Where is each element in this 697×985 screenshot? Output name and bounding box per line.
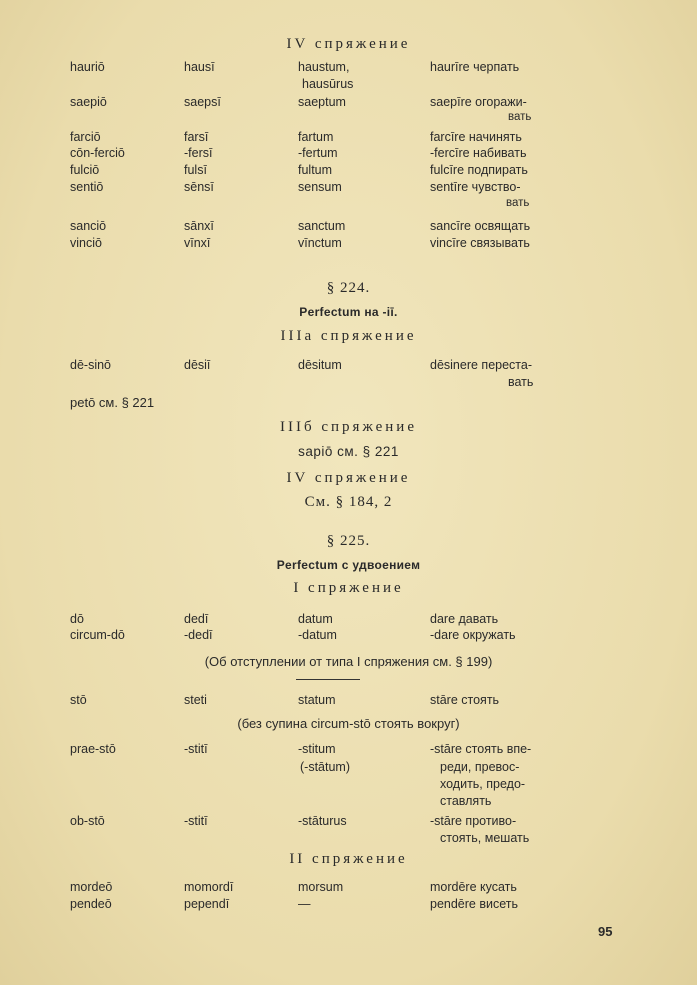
perfect-form: -dedī — [184, 628, 213, 642]
perfect-form: vīnxī — [184, 236, 211, 250]
infinitive-form: pendēre висеть — [430, 897, 518, 911]
verb-row — [0, 130, 697, 146]
verb-row — [0, 219, 697, 235]
supine-form: -datum — [298, 628, 337, 642]
perfect-form: pependī — [184, 897, 230, 911]
present-form: farciō — [70, 130, 101, 144]
present-form: ob-stō — [70, 814, 105, 828]
section-title: Perfectum на -iī. — [299, 305, 398, 319]
infinitive-continuation: вать — [508, 375, 534, 389]
infinitive-continuation: ходить, предо- — [440, 777, 526, 791]
present-form: stō — [70, 693, 87, 707]
verb-row — [0, 628, 697, 644]
deviation-note: (Об отступлении от типа I спряжения см. § 199) — [204, 654, 493, 669]
infinitive-continuation: реди, превос- — [440, 760, 520, 774]
section-number: § 225. — [326, 533, 371, 549]
supine-form: datum — [298, 612, 333, 626]
infinitive-form: dare давать — [430, 612, 499, 626]
divider — [296, 679, 360, 680]
infinitive-continuation: стоять, мешать — [440, 831, 530, 845]
conjugation-heading-iiib: IIIб спряжение — [280, 419, 417, 435]
infinitive-form: saepīre огоражи- — [430, 95, 527, 109]
present-form: saepiō — [70, 95, 107, 109]
present-form: hauriō — [70, 60, 105, 74]
supine-note: (без супина circum-stō стоять вокруг) — [237, 716, 460, 731]
perfect-form: -stitī — [184, 814, 208, 828]
present-form: mordeō — [70, 880, 113, 894]
supine-form: — — [298, 897, 311, 911]
conjugation-heading-iv: IV спряжение — [286, 36, 411, 52]
infinitive-form: mordēre кусать — [430, 880, 517, 894]
supine-form: vīnctum — [298, 236, 342, 250]
supine-form: saeptum — [298, 95, 346, 109]
verb-row — [0, 146, 697, 162]
infinitive-continuation: вать — [506, 197, 530, 209]
perfect-form: dēsiī — [184, 358, 211, 372]
supine-form: statum — [298, 693, 336, 707]
verb-row — [0, 60, 697, 76]
present-form: sanciō — [70, 219, 107, 233]
supine-form: morsum — [298, 880, 344, 894]
verb-row — [0, 95, 697, 111]
perfect-form: hausī — [184, 60, 215, 74]
infinitive-continuation: вать — [508, 111, 532, 123]
verb-row — [0, 742, 697, 758]
present-form: cōn-ferciō — [70, 146, 125, 160]
section-number: § 224. — [326, 280, 371, 296]
perfect-form: saepsī — [184, 95, 221, 109]
supine-form: -stāturus — [298, 814, 347, 828]
supine-form: fultum — [298, 163, 333, 177]
infinitive-form: -stāre стоять впе- — [430, 742, 532, 756]
verb-row — [0, 897, 697, 913]
verb-row — [0, 612, 697, 628]
infinitive-form: stāre стоять — [430, 693, 500, 707]
perfect-form: farsī — [184, 130, 209, 144]
perfect-form: momordī — [184, 880, 234, 894]
infinitive-form: dēsinere переста- — [430, 358, 532, 372]
supine-form: -stitum — [298, 742, 336, 756]
infinitive-form: sentīre чувство- — [430, 180, 521, 194]
infinitive-form: farcīre начинять — [430, 130, 522, 144]
verb-row — [0, 814, 697, 830]
supine-form-alt: (-stātum) — [300, 760, 350, 774]
perfect-form: sēnsī — [184, 180, 214, 194]
cross-reference: sapiō см. § 221 — [298, 444, 399, 459]
present-form: dē-sinō — [70, 358, 111, 372]
section-title: Perfectum с удвоением — [276, 558, 421, 572]
conjugation-heading-i: I спряжение — [293, 580, 404, 596]
present-form: sentiō — [70, 180, 104, 194]
infinitive-form: -stāre противо- — [430, 814, 517, 828]
conjugation-heading-iiia: IIIa спряжение — [280, 328, 417, 344]
infinitive-form: sancīre освящать — [430, 219, 531, 233]
cross-reference: petō см. § 221 — [70, 395, 155, 410]
supine-form: haustum, — [298, 60, 350, 74]
infinitive-form: fulcīre подпирать — [430, 163, 528, 177]
infinitive-form: haurīre черпать — [430, 60, 520, 74]
present-form: fulciō — [70, 163, 100, 177]
infinitive-continuation: ставлять — [440, 794, 492, 808]
conjugation-heading-ii: II спряжение — [289, 851, 408, 867]
perfect-form: steti — [184, 693, 207, 707]
present-form: dō — [70, 612, 84, 626]
page-number: 95 — [598, 924, 613, 939]
perfect-form: dedī — [184, 612, 209, 626]
present-form: circum-dō — [70, 628, 125, 642]
supine-form: -fertum — [298, 146, 338, 160]
supine-form: dēsitum — [298, 358, 342, 372]
supine-form-alt: hausūrus — [302, 77, 354, 91]
perfect-form: fulsī — [184, 163, 207, 177]
verb-row — [0, 180, 697, 196]
perfect-form: -stitī — [184, 742, 208, 756]
verb-row — [0, 236, 697, 252]
supine-form: sanctum — [298, 219, 346, 233]
conjugation-heading-iv: IV спряжение — [286, 470, 411, 486]
supine-form: fartum — [298, 130, 334, 144]
perfect-form: sānxī — [184, 219, 214, 233]
infinitive-form: vincīre связывать — [430, 236, 530, 250]
verb-row — [0, 880, 697, 896]
present-form: pendeō — [70, 897, 112, 911]
verb-row — [0, 163, 697, 179]
verb-row — [0, 358, 697, 374]
supine-form: sensum — [298, 180, 342, 194]
verb-row — [0, 693, 697, 709]
perfect-form: -fersī — [184, 146, 213, 160]
present-form: vinciō — [70, 236, 102, 250]
infinitive-form: -dare окружать — [430, 628, 516, 642]
infinitive-form: -fercīre набивать — [430, 146, 527, 160]
present-form: prae-stō — [70, 742, 116, 756]
cross-reference: См. § 184, 2 — [304, 494, 393, 510]
